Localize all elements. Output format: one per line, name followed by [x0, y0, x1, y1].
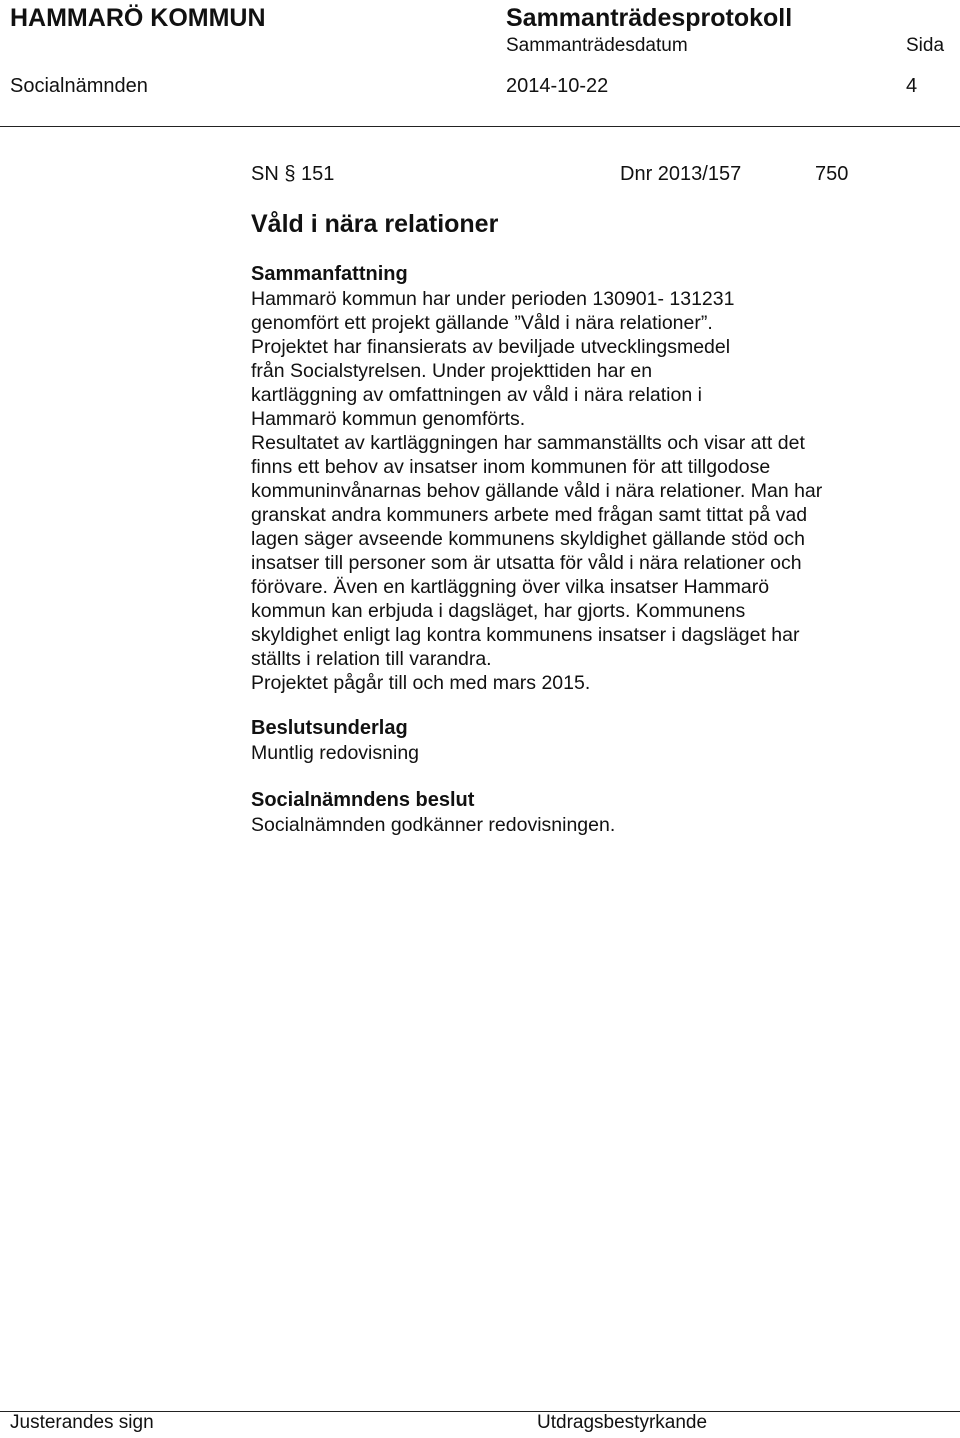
case-registration-number: Dnr 2013/157	[620, 163, 742, 185]
decision-heading: Socialnämndens beslut	[251, 789, 475, 811]
page-number: 4	[906, 75, 918, 97]
summary-heading: Sammanfattning	[251, 263, 408, 285]
meeting-date-label: Sammanträdesdatum	[506, 35, 688, 56]
summary-line: skyldighet enligt lag kontra kommunens insatser i dagsläget har	[251, 624, 800, 646]
organization-name: HAMMARÖ KOMMUN	[10, 4, 266, 32]
summary-line: granskat andra kommuners arbete med frågan samt tittat på vad	[251, 504, 808, 526]
summary-text	[251, 287, 822, 695]
decision-line: Socialnämnden godkänner redovisningen.	[251, 814, 616, 836]
summary-line: genomfört ett projekt gällande ”Våld i nära relationer”.	[251, 312, 713, 334]
signature-label: Justerandes sign	[10, 1412, 154, 1433]
summary-line: Hammarö kommun genomförts.	[251, 408, 526, 430]
summary-line: Hammarö kommun har under perioden 130901- 131231	[251, 288, 735, 310]
case-paragraph-number: SN § 151	[251, 163, 335, 185]
decision-text	[251, 813, 615, 837]
basis-line: Muntlig redovisning	[251, 742, 420, 764]
basis-heading: Beslutsunderlag	[251, 717, 408, 739]
summary-line: från Socialstyrelsen. Under projekttiden har en	[251, 360, 653, 382]
summary-line: kommun kan erbjuda i dagsläget, har gjorts. Kommunens	[251, 600, 746, 622]
document-type: Sammanträdesprotokoll	[506, 4, 793, 32]
page-label: Sida	[906, 35, 945, 56]
summary-line: insatser till personer som är utsatta för våld i nära relationer och	[251, 552, 802, 574]
summary-line: kommuninvånarnas behov gällande våld i nära relationer. Man har	[251, 480, 823, 502]
meeting-date: 2014-10-22	[506, 75, 609, 97]
item-title: Våld i nära relationer	[251, 210, 499, 238]
certification-label: Utdragsbestyrkande	[537, 1412, 708, 1433]
summary-line: förövare. Även en kartläggning över vilka insatser Hammarö	[251, 576, 770, 598]
committee-name: Socialnämnden	[10, 75, 148, 97]
summary-line: lagen säger avseende kommunens skyldighet gällande stöd och	[251, 528, 805, 550]
summary-line: kartläggning av omfattningen av våld i nära relation i	[251, 384, 702, 406]
summary-line: finns ett behov av insatser inom kommunen för att tillgodose	[251, 456, 771, 478]
summary-line: Projektet pågår till och med mars 2015.	[251, 672, 591, 694]
summary-line: ställts i relation till varandra.	[251, 648, 492, 670]
case-code: 750	[815, 163, 849, 185]
header-divider	[0, 126, 960, 127]
summary-line: Resultatet av kartläggningen har sammanställts och visar att det	[251, 432, 805, 454]
summary-line: Projektet har finansierats av beviljade utvecklingsmedel	[251, 336, 731, 358]
basis-text	[251, 741, 419, 765]
